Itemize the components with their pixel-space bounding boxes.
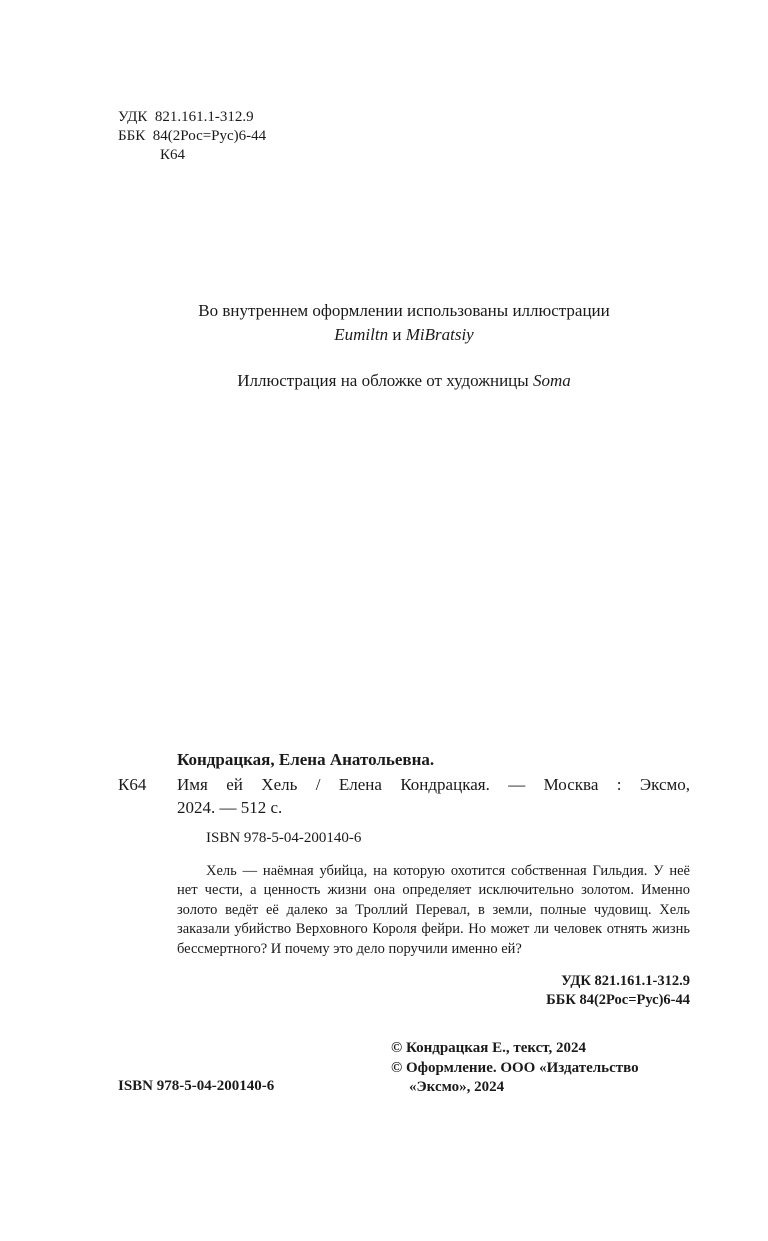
copyright-text: © Кондрацкая Е., текст, 2024 [391, 1040, 587, 1056]
copyright-design: © Оформление. ООО «Издательство [391, 1059, 639, 1076]
illustrations-line: Во внутреннем оформлении использованы иллюстрации [198, 301, 610, 320]
catalog-title-line-2: 2024. — 512 с. [177, 798, 283, 817]
classification-block [470, 972, 690, 1011]
illustrations-credit [100, 299, 708, 347]
copyright-publisher: «Эксмо», 2024 [409, 1079, 505, 1096]
annotation [177, 862, 690, 959]
catalog-isbn: ISBN 978-5-04-200140-6 [206, 830, 362, 846]
isbn-bottom: ISBN 978-5-04-200140-6 [118, 1078, 275, 1094]
illustrators-line [100, 323, 708, 347]
udk-code: УДК 821.161.1-312.9 [118, 109, 254, 125]
annotation-text: Хель — наёмная убийца, на которую охотится собственная Гильдия. У неё нет чести, а ценность жизни она определяет исключительно золотом. Именно золото ведёт её далеко за Троллий Перевал, в земли, полные чудовищ. Хель заказали убийство Верховного Короля фейри. Но может ли человек отнять жизнь бессмертного? И почему это дело поручили именно ей? [177, 863, 690, 957]
illustrator-1: Eumiltn [334, 325, 389, 344]
copyright-block [391, 1039, 639, 1098]
bbk-code: ББК 84(2Рос=Рус)6-44 [118, 128, 267, 144]
cover-credit [100, 369, 708, 393]
illustrators-conjunction: и [388, 325, 406, 344]
cover-artist: Soma [532, 371, 571, 390]
classification-bbk: ББК 84(2Рос=Рус)6-44 [546, 992, 690, 1009]
illustrator-2: MiBratsiy [405, 325, 474, 344]
catalog-author-mark: К64 [118, 775, 147, 794]
author-mark: К64 [160, 147, 186, 163]
catalog-title-line-1: Имя ей Хель / Елена Кондрацкая. — Москва : Эксмо, [177, 775, 690, 794]
cover-credit-text: Иллюстрация на обложке от художницы [237, 371, 533, 390]
classification-udk: УДК 821.161.1-312.9 [561, 973, 690, 989]
top-index-block [118, 108, 266, 165]
catalog-author: Кондрацкая, Елена Анатольевна. [177, 750, 435, 769]
